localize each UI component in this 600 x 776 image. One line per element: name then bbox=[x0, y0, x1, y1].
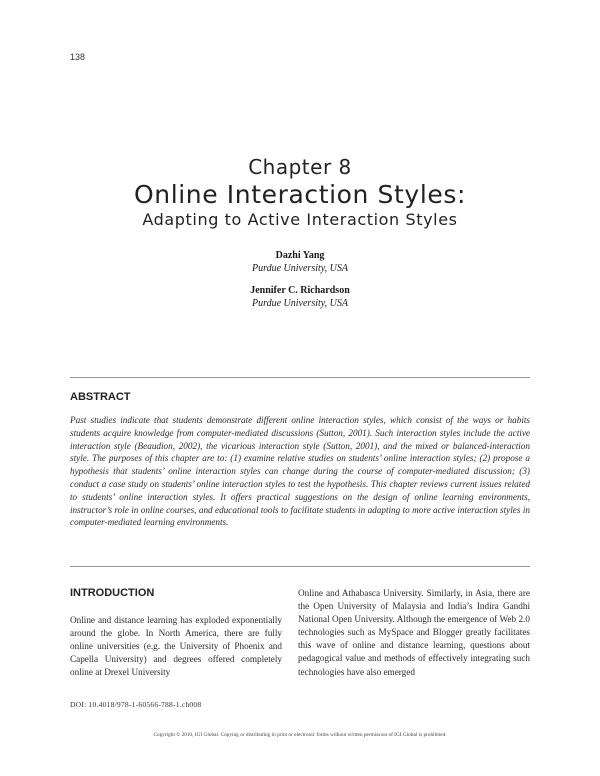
copyright-notice: Copyright © 2010, IGI Global. Copying or distributing in print or electronic forms without written permission of IGI Global is prohibited. bbox=[153, 732, 447, 738]
doi: DOI: 10.4018/978-1-60566-788-1.ch008 bbox=[70, 700, 202, 709]
chapter-title: Online Interaction Styles: bbox=[133, 180, 466, 209]
author-affiliation: Purdue University, USA bbox=[251, 263, 348, 274]
author-name: Dazhi Yang bbox=[275, 250, 325, 261]
author-name: Jennifer C. Richardson bbox=[250, 285, 350, 296]
introduction-left-column: Online and distance learning has exploded exponentially around the globe. In North America, there are fully online universities (e.g. the University of Phoenix and Capella University) and degrees offered completely online at Drexel University bbox=[70, 615, 282, 678]
chapter-label: Chapter 8 bbox=[248, 155, 352, 179]
author-affiliation: Purdue University, USA bbox=[251, 298, 348, 309]
introduction-heading: INTRODUCTION bbox=[70, 587, 155, 599]
abstract-text: Past studies indicate that students demonstrate different online interaction styles, which consist of the ways or habits students acquire knowledge from computer-mediated discussions (Sutton, 2001). Such interaction styles include the active interaction style (Beaudion, 2002), the vicarious interaction style (Sutton, 2001), and the mixed or balanced-interaction style. The purposes of this chapter are to: (1) examine relative studies on students’ online interaction styles; (2) propose a hypothesis that students’ online interaction styles can change during the course of computer-mediated discussion; (3) conduct a case study on students’ online interaction styles to test the hypothesis. This chapter reviews current issues related to students’ online interaction styles. It offers practical suggestions on the design of online learning environments, instructor’s role in online courses, and educational tools to facilitate students in adapting to more active interaction styles in computer-mediated learning environments. bbox=[70, 415, 530, 528]
abstract-top-rule bbox=[70, 377, 530, 378]
abstract-bottom-rule bbox=[70, 566, 530, 567]
chapter-subtitle: Adapting to Active Interaction Styles bbox=[142, 210, 458, 229]
introduction-right-column: Online and Athabasca University. Similarly, in Asia, there are the Open University of Malaysia and India’s Indira Gandhi National Open University. Although the emergence of Web 2.0 technologies such as MySpace and Blogger greatly facilitates this wave of online and distance learning, questions about pedagogical value and methods of effectively integrating such technologies have also emerged bbox=[298, 588, 530, 677]
abstract-heading: ABSTRACT bbox=[70, 391, 131, 403]
page-number: 138 bbox=[70, 52, 86, 62]
